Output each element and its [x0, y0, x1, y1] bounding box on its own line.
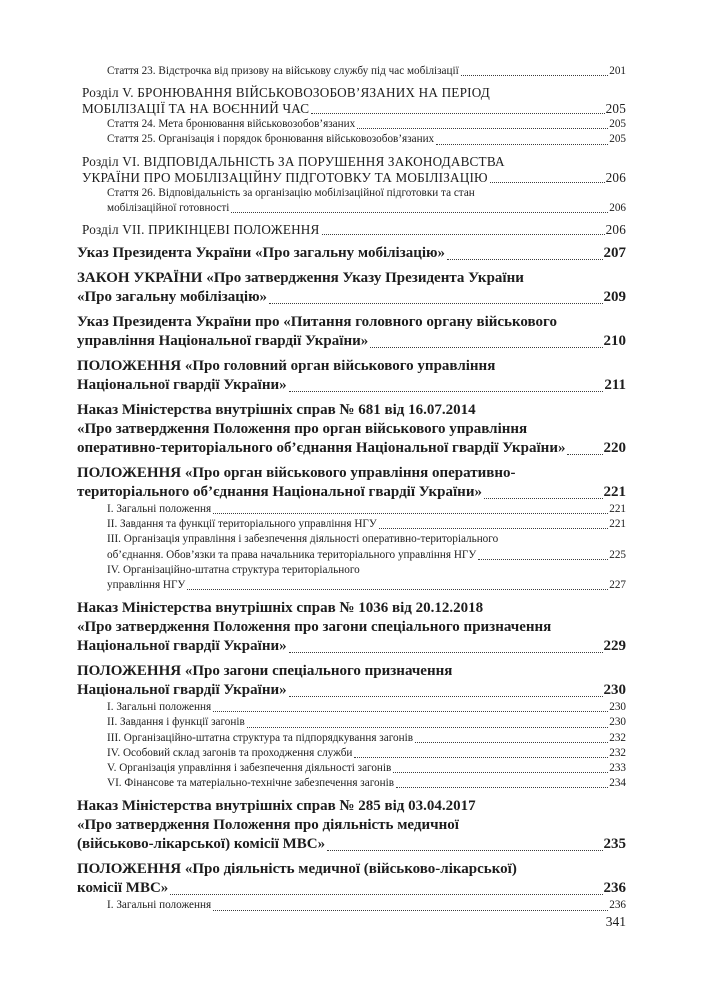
toc-entry-text: IV. Особовий склад загонів та проходження служби: [107, 746, 353, 759]
toc-entry-lastline: [77, 288, 626, 307]
toc-entry-line: «Про затвердження Положення про орган військового управління: [77, 421, 528, 438]
toc-entry-document: [77, 357, 626, 395]
toc-entry-document: [77, 269, 626, 307]
toc-page-number: 230: [603, 682, 626, 699]
toc-entry-line: ПОЛОЖЕННЯ «Про головний орган військового управління: [77, 358, 496, 375]
toc-entry-lastline: [107, 700, 626, 715]
toc-entry-document: [77, 401, 626, 458]
toc-entry-text: комісії МВС»: [77, 880, 169, 897]
dot-leader: [567, 454, 602, 455]
dot-leader: [396, 787, 608, 788]
toc-entry-text: управління НГУ: [107, 579, 186, 592]
toc-page-number: 230: [609, 701, 626, 714]
toc-page-number: 201: [609, 65, 626, 77]
toc-entry-text: I. Загальні положення: [107, 701, 212, 714]
toc-entry-lastline: [77, 332, 626, 351]
toc-entry-clause: [107, 700, 626, 715]
toc-entry-clause: [107, 502, 626, 517]
toc-entry-line: «Про затвердження Положення про загони спеціального призначення: [77, 619, 552, 636]
dot-leader: [436, 144, 608, 145]
toc-entry-text: I. Загальні положення: [107, 503, 212, 516]
dot-leader: [247, 727, 608, 728]
toc-page-number: 211: [604, 377, 626, 394]
toc-entry-clause: [107, 532, 626, 562]
toc-entry-line: Наказ Міністерства внутрішніх справ № 285 від 03.04.2017: [77, 798, 476, 815]
toc-entry-lastline: [107, 731, 626, 746]
toc-entry-text: УКРАЇНИ ПРО МОБІЛІЗАЦІЙНУ ПІДГОТОВКУ ТА МОБІЛІЗАЦІЮ: [82, 169, 488, 185]
dot-leader: [327, 850, 602, 851]
toc-entry-text: управління Національної гвардії України»: [77, 333, 369, 350]
toc-entry-text: територіального об’єднання Національної гвардії України»: [77, 484, 482, 501]
dot-leader: [289, 696, 603, 697]
toc-entry-lastline: [77, 439, 626, 458]
dot-leader: [447, 259, 602, 260]
toc-entry-line: Указ Президента України про «Питання головного органу військового: [77, 314, 557, 331]
toc-entry-article: [107, 186, 626, 216]
toc-entry-text: (військово-лікарської) комісії МВС»: [77, 836, 326, 853]
toc-entry-chapter: [82, 85, 626, 117]
toc-page-number: 232: [609, 731, 626, 744]
dot-leader: [461, 75, 608, 76]
toc-entry-lastline: [77, 835, 626, 854]
toc-entry-lastline: [107, 776, 626, 791]
toc-page-number: 235: [603, 836, 626, 853]
toc-page-number: 205: [609, 118, 626, 131]
toc-entry-lastline: [77, 244, 626, 263]
toc-entry-document: [77, 464, 626, 502]
toc-entry-text: оперативно-територіального об’єднання Національної гвардії України»: [77, 440, 566, 457]
dot-leader: [213, 910, 608, 911]
toc-entry-clause: [107, 746, 626, 761]
dot-leader: [170, 894, 602, 895]
toc-entry-article: [107, 132, 626, 147]
toc-entry-lastline: [77, 376, 626, 395]
toc-entry-text: II. Завдання та функції територіального управління НГУ: [107, 518, 377, 531]
toc-entry-lastline: [107, 201, 626, 216]
toc-entry-line: III. Організація управління і забезпечення діяльності оперативно-територіального: [107, 533, 499, 546]
toc-entry-line: «Про затвердження Положення про діяльність медичної: [77, 817, 459, 834]
dot-leader: [478, 559, 608, 560]
folio-row: [77, 914, 626, 930]
toc-entry-lastline: [82, 170, 626, 186]
toc-entry-text: V. Організація управління і забезпечення діяльності загонів: [107, 762, 392, 775]
toc-entry-document: [77, 860, 626, 898]
dot-leader: [213, 513, 608, 514]
toc-entry-lastline: [82, 101, 626, 117]
toc-page-number: 221: [609, 518, 626, 531]
toc-entry-lastline: [107, 898, 626, 913]
dot-leader: [269, 303, 602, 304]
dot-leader: [354, 757, 608, 758]
toc-entry-text: III. Організаційно-штатна структура та підпорядкування загонів: [107, 731, 413, 744]
toc-entry-text: МОБІЛІЗАЦІЇ ТА НА ВОЄННИЙ ЧАС: [82, 101, 310, 117]
toc-page-number: 205: [609, 133, 626, 146]
toc-entry-line: Наказ Міністерства внутрішніх справ № 681 від 16.07.2014: [77, 402, 476, 419]
toc-entry-lastline: [77, 637, 626, 656]
toc-entry-lastline: [77, 483, 626, 502]
dot-leader: [311, 113, 604, 114]
toc-page-number: 206: [605, 169, 626, 185]
toc-entry-document: [77, 662, 626, 700]
dot-leader: [415, 742, 608, 743]
toc-entry-line: ЗАКОН УКРАЇНИ «Про затвердження Указу Президента України: [77, 270, 524, 287]
dot-leader: [490, 182, 605, 183]
toc-entry-lastline: [77, 681, 626, 700]
toc-entry-document: [77, 313, 626, 351]
toc-entry-text: Розділ VII. ПРИКІНЦЕВІ ПОЛОЖЕННЯ: [82, 222, 320, 238]
toc-entry-article: [107, 117, 626, 132]
dot-leader: [393, 772, 608, 773]
toc-page-number: 205: [605, 101, 626, 117]
toc-entry-clause: [107, 776, 626, 791]
toc-entry-lastline: [107, 746, 626, 761]
toc-entry-text: Стаття 24. Мета бронювання військовозобов’язаних: [107, 118, 356, 131]
toc-page-number: 206: [609, 201, 626, 214]
toc-page-number: 225: [609, 548, 626, 561]
dot-leader: [231, 212, 608, 213]
toc-entry-lastline: [107, 132, 626, 147]
toc-page-number: 234: [609, 777, 626, 790]
toc-entry-text: Національної гвардії України»: [77, 377, 287, 394]
dot-leader: [357, 128, 608, 129]
toc-page-number: 206: [605, 222, 626, 238]
toc-entry-clause: [107, 731, 626, 746]
toc-page-number: 229: [603, 638, 626, 655]
dot-leader: [289, 652, 603, 653]
toc-page-number: 221: [609, 503, 626, 516]
toc-entry-lastline: [77, 879, 626, 898]
dot-leader: [322, 234, 605, 235]
toc-entry-line: ПОЛОЖЕННЯ «Про орган військового управління оперативно-: [77, 465, 516, 482]
toc-entry-document: [77, 797, 626, 854]
dot-leader: [213, 711, 608, 712]
toc-entry-text: II. Завдання і функції загонів: [107, 716, 245, 729]
toc-entry-clause: [107, 517, 626, 532]
toc-entry-lastline: [107, 761, 626, 776]
toc-entry-clause: [107, 761, 626, 776]
toc-page-number: 236: [603, 880, 626, 897]
toc-entry-text: об’єднання. Обов’язки та права начальника територіального управління НГУ: [107, 548, 477, 561]
toc-entry-line: IV. Організаційно-штатна структура територіального: [107, 563, 360, 576]
toc-entry-lastline: [82, 222, 626, 238]
dot-leader: [379, 528, 608, 529]
toc-entry-document: [77, 244, 626, 263]
toc-entry-lastline: [107, 64, 626, 79]
toc-page-number: 210: [603, 333, 626, 350]
toc-entry-lastline: [107, 578, 626, 593]
toc-entry-text: VI. Фінансове та матеріально-технічне забезпечення загонів: [107, 777, 394, 790]
dot-leader: [289, 391, 604, 392]
toc-entry-line: ПОЛОЖЕННЯ «Про загони спеціального призначення: [77, 663, 453, 680]
toc-page-number: 236: [609, 899, 626, 912]
toc-entry-chapter: [82, 222, 626, 238]
toc-entry-text: Стаття 25. Організація і порядок бронювання військовозобов’язаних: [107, 133, 435, 146]
toc-entry-lastline: [107, 548, 626, 563]
toc-page-number: 232: [609, 746, 626, 759]
toc-entry-lastline: [107, 117, 626, 132]
toc-entry-lastline: [107, 715, 626, 730]
toc-page-number: 230: [609, 716, 626, 729]
toc-entry-line: Стаття 26. Відповідальність за організацію мобілізаційної підготовки та стан: [107, 186, 475, 199]
toc-entry-line: Розділ V. БРОНЮВАННЯ ВІЙСЬКОВОЗОБОВ’ЯЗАНИХ НА ПЕРІОД: [82, 85, 490, 101]
toc-entry-line: Наказ Міністерства внутрішніх справ № 1036 від 20.12.2018: [77, 600, 484, 617]
toc-entry-line: Розділ VI. ВІДПОВІДАЛЬНІСТЬ ЗА ПОРУШЕННЯ ЗАКОНОДАВСТВА: [82, 153, 505, 169]
table-of-contents: [77, 64, 626, 914]
folio-page-number: 341: [605, 914, 626, 929]
toc-page-number: 207: [603, 245, 626, 262]
toc-entry-chapter: [82, 154, 626, 186]
toc-entry-document: [77, 599, 626, 656]
toc-page-number: 227: [609, 579, 626, 592]
toc-entry-text: Указ Президента України «Про загальну мобілізацію»: [77, 245, 446, 262]
toc-entry-clause: [107, 715, 626, 730]
toc-entry-article: [107, 64, 626, 79]
toc-page-number: 209: [603, 289, 626, 306]
toc-entry-lastline: [107, 517, 626, 532]
toc-entry-clause: [107, 898, 626, 913]
toc-page-number: 221: [603, 484, 626, 501]
toc-entry-text: «Про загальну мобілізацію»: [77, 289, 268, 306]
toc-entry-clause: [107, 563, 626, 593]
toc-page-number: 220: [603, 440, 626, 457]
toc-entry-lastline: [107, 502, 626, 517]
toc-entry-text: Національної гвардії України»: [77, 682, 287, 699]
toc-page-number: 233: [609, 762, 626, 775]
toc-entry-text: мобілізаційної готовності: [107, 201, 230, 214]
toc-entry-text: Стаття 23. Відстрочка від призову на військову службу під час мобілізації: [107, 65, 459, 77]
dot-leader: [370, 347, 602, 348]
toc-entry-line: ПОЛОЖЕННЯ «Про діяльність медичної (військово-лікарської): [77, 861, 517, 878]
toc-entry-text: Національної гвардії України»: [77, 638, 287, 655]
dot-leader: [187, 589, 608, 590]
dot-leader: [484, 498, 603, 499]
toc-entry-text: I. Загальні положення: [107, 899, 212, 912]
